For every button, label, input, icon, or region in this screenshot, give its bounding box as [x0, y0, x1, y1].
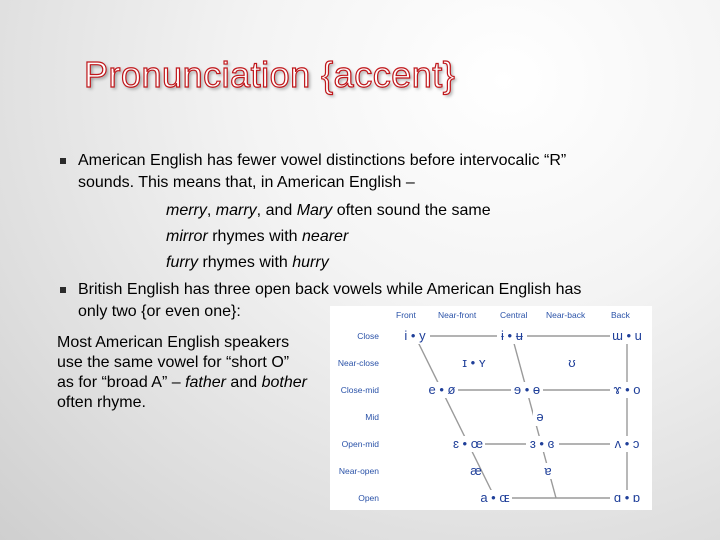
example-word: Mary [296, 202, 333, 219]
vowel-mid-central: ə [536, 409, 544, 424]
bullet-marker [60, 158, 66, 164]
example-mirror [166, 227, 348, 247]
vowel-nearclose-back: ʊ [568, 355, 576, 370]
vowel-nearopen-central: ɐ [544, 463, 552, 478]
example-text: rhymes with [207, 228, 303, 245]
example-word: furry [166, 254, 198, 271]
row-label-open: Open [358, 493, 379, 503]
vowel-close-central: ɨ • ʉ [501, 328, 523, 343]
column-label-back: Back [611, 310, 630, 320]
vowel-closemid-back: ɤ • o [613, 382, 641, 397]
bullet-2-line-2: only two {or even one}: [78, 303, 241, 320]
example-word: marry [215, 202, 257, 219]
row-label-close: Close [357, 331, 379, 341]
column-label-central: Central [500, 310, 528, 320]
note-text: often rhyme. [57, 394, 146, 411]
row-label-mid: Mid [365, 412, 379, 422]
example-text: , [206, 202, 216, 219]
column-label-front: Front [396, 310, 416, 320]
vowel-closemid-central: ɘ • ɵ [513, 382, 541, 397]
example-text: often sound the same [332, 202, 491, 219]
note-text: Most American English speakers use the same vowel for “short O” as for “broad A” – [57, 334, 290, 391]
example-word: nearer [302, 228, 349, 245]
example-word: hurry [292, 254, 329, 271]
vowel-nearopen-front: æ [470, 463, 482, 478]
ipa-vowel-chart [330, 306, 652, 510]
vowel-closemid-front: e • ø [428, 382, 456, 397]
slide-title: Pronunciation {accent} [84, 54, 456, 95]
column-label-near-front: Near-front [438, 310, 477, 320]
vowel-open-front: a • ɶ [480, 490, 510, 505]
row-label-open-mid: Open-mid [341, 439, 379, 449]
vowel-openmid-back: ʌ • ɔ [614, 436, 640, 451]
vowel-openmid-front: ɛ • œ [452, 436, 484, 451]
bullet-1-line-1: American English has fewer vowel distinctions before intervocalic “R” [78, 152, 567, 169]
column-label-near-back: Near-back [546, 310, 586, 320]
american-vowel-note [57, 333, 307, 413]
bullet-2-line-1: British English has three open back vowels while American English has [78, 281, 582, 298]
note-text: and [225, 374, 262, 391]
vowel-openmid-central: ɜ • ɞ [529, 436, 555, 451]
vowel-close-back: ɯ • u [612, 328, 642, 343]
example-text: rhymes with [198, 254, 293, 271]
row-label-near-close: Near-close [337, 358, 379, 368]
row-label-close-mid: Close-mid [340, 385, 379, 395]
vowel-open-back: ɑ • ɒ [613, 490, 641, 505]
example-word: mirror [166, 228, 208, 245]
bullet-marker [60, 287, 66, 293]
vowel-close-front: i • y [404, 328, 426, 343]
vowel-trapezoid [415, 336, 627, 498]
row-label-near-open: Near-open [338, 466, 379, 476]
example-furry [166, 253, 329, 273]
vowel-nearclose-front: ɪ • ʏ [462, 355, 486, 370]
bullet-1-line-2: sounds. This means that, in American English – [78, 174, 415, 191]
note-word-father: father [185, 374, 226, 391]
example-text: , and [256, 202, 297, 219]
example-merry [166, 201, 491, 221]
note-word-bother: bother [261, 374, 307, 391]
example-word: merry [166, 202, 207, 219]
